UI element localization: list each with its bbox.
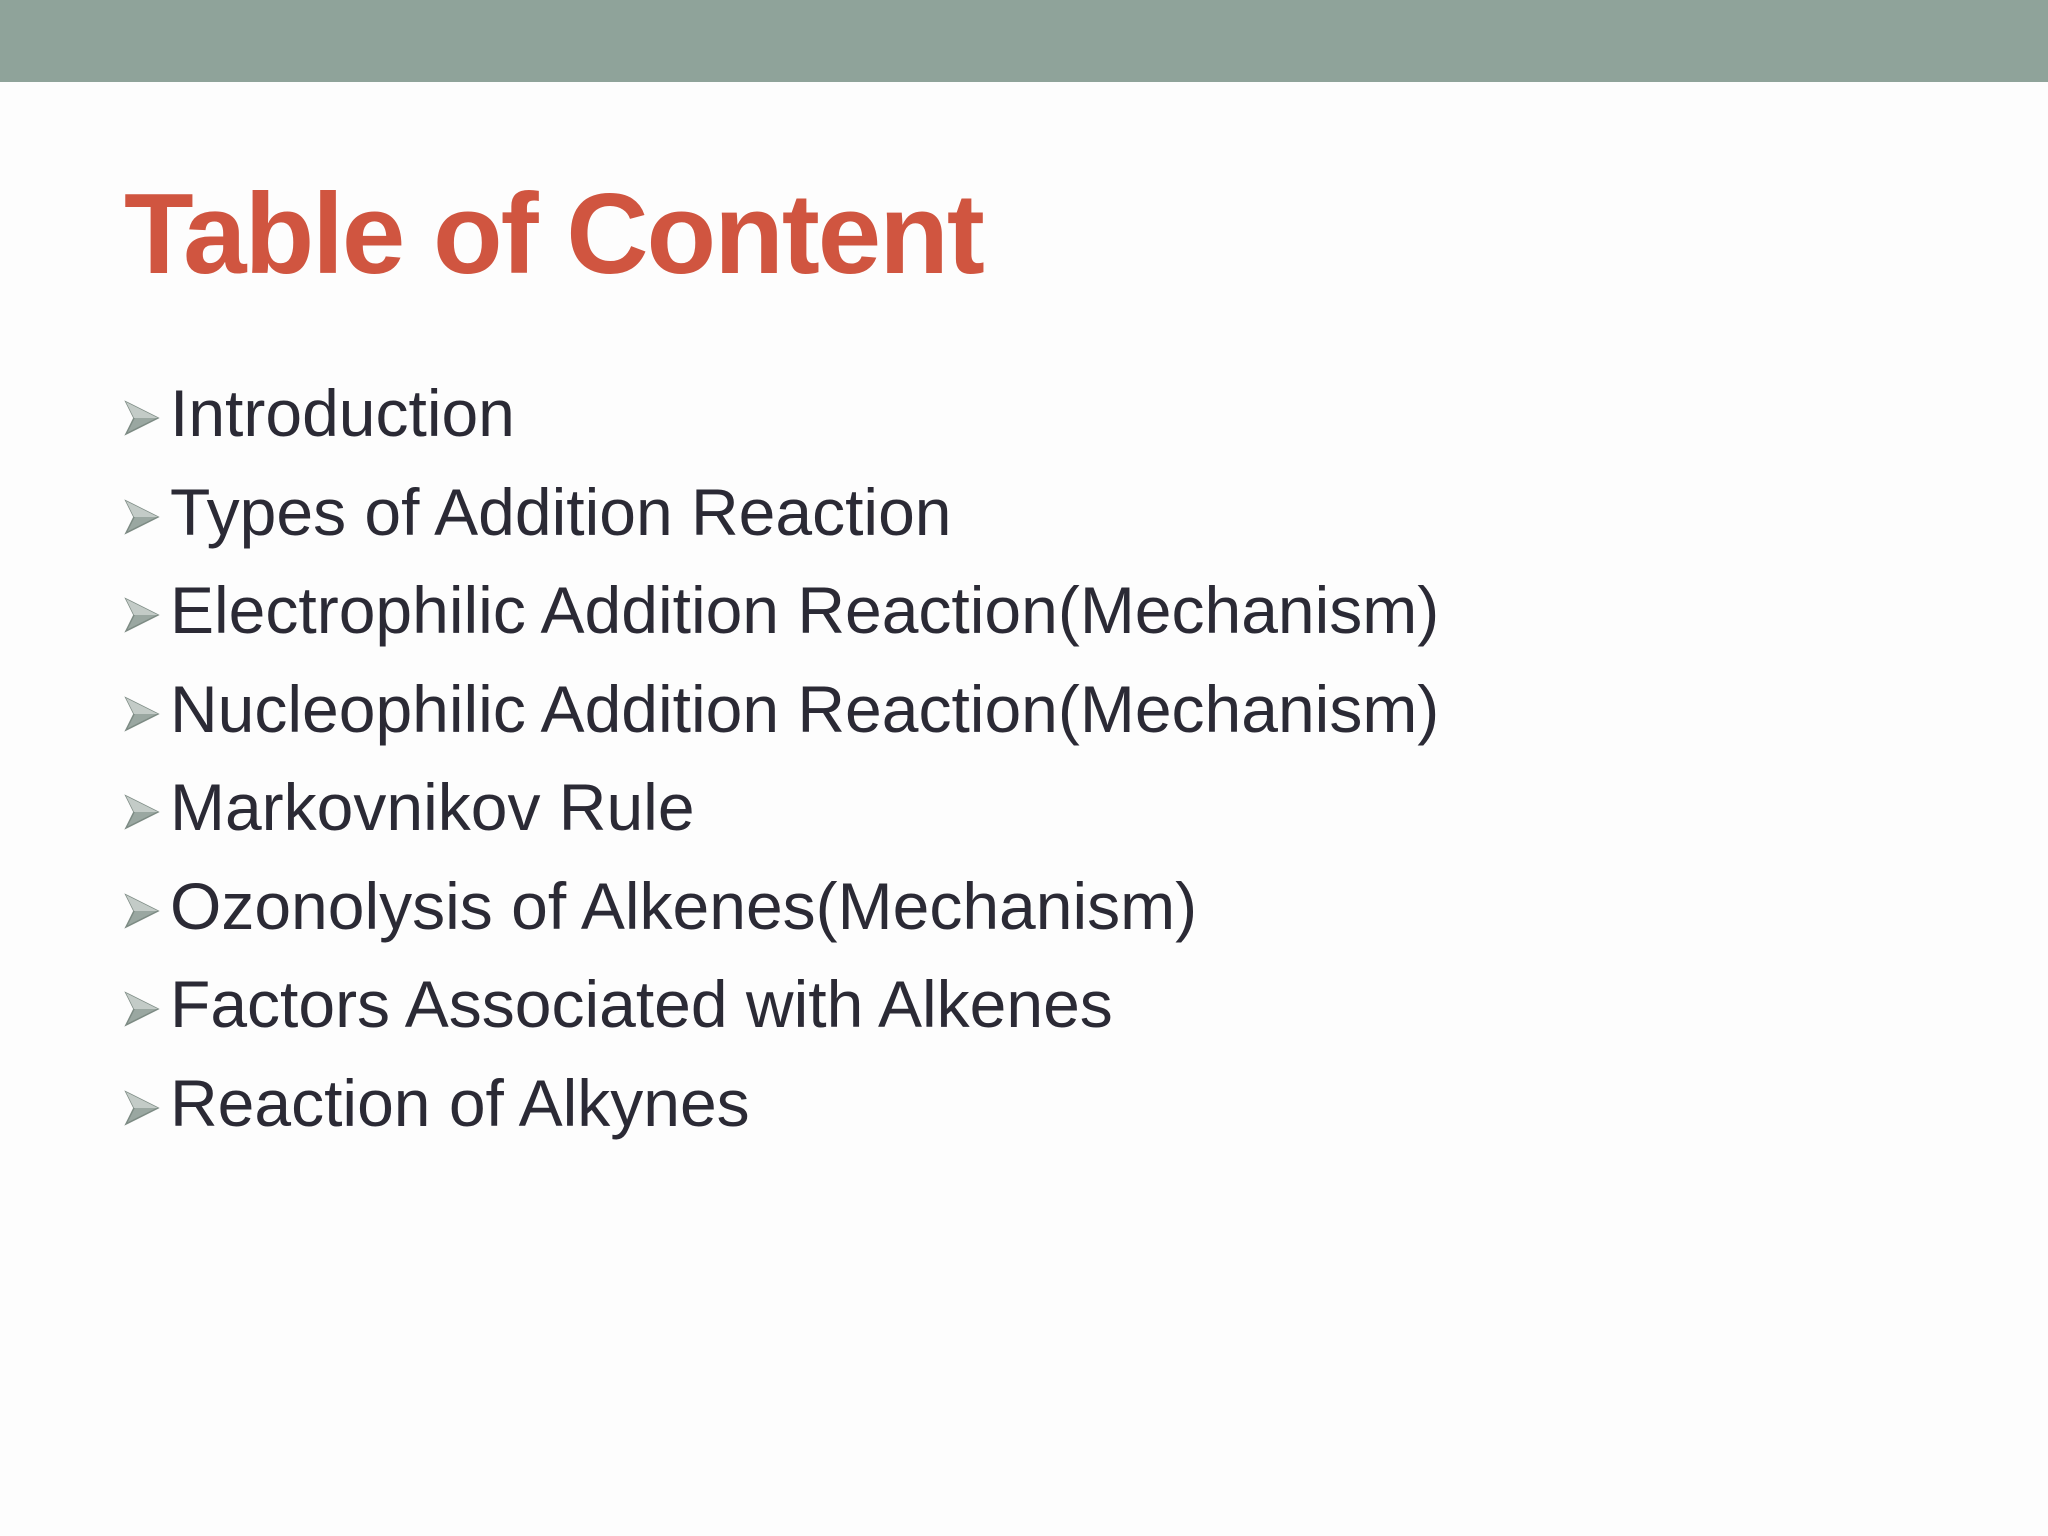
arrowhead-bullet-icon bbox=[124, 595, 160, 635]
list-item bbox=[124, 463, 1439, 562]
arrowhead-bullet-icon bbox=[124, 398, 160, 438]
arrowhead-bullet-icon bbox=[124, 1088, 160, 1128]
list-item bbox=[124, 857, 1439, 956]
list-item-label: Reaction of Alkynes bbox=[170, 1065, 750, 1140]
list-item-label: Nucleophilic Addition Reaction(Mechanism) bbox=[170, 671, 1440, 746]
list-item-label: Ozonolysis of Alkenes(Mechanism) bbox=[170, 868, 1198, 943]
list-item bbox=[124, 364, 1439, 463]
list-item bbox=[124, 955, 1439, 1054]
list-item bbox=[124, 561, 1439, 660]
arrowhead-bullet-icon bbox=[124, 694, 160, 734]
arrowhead-bullet-icon bbox=[124, 792, 160, 832]
list-item bbox=[124, 758, 1439, 857]
list-item-label: Introduction bbox=[170, 376, 515, 451]
arrowhead-bullet-icon bbox=[124, 891, 160, 931]
arrowhead-bullet-icon bbox=[124, 497, 160, 537]
list-item bbox=[124, 660, 1439, 759]
list-item-label: Factors Associated with Alkenes bbox=[170, 967, 1113, 1042]
list-item-label: Electrophilic Addition Reaction(Mechanism) bbox=[170, 573, 1440, 648]
table-of-content-list bbox=[124, 364, 1439, 1152]
top-accent-band bbox=[0, 0, 2048, 82]
arrowhead-bullet-icon bbox=[124, 989, 160, 1029]
slide-title: Table of Content bbox=[124, 171, 983, 298]
list-item bbox=[124, 1054, 1439, 1153]
list-item-label: Markovnikov Rule bbox=[170, 770, 695, 845]
list-item-label: Types of Addition Reaction bbox=[170, 474, 952, 549]
